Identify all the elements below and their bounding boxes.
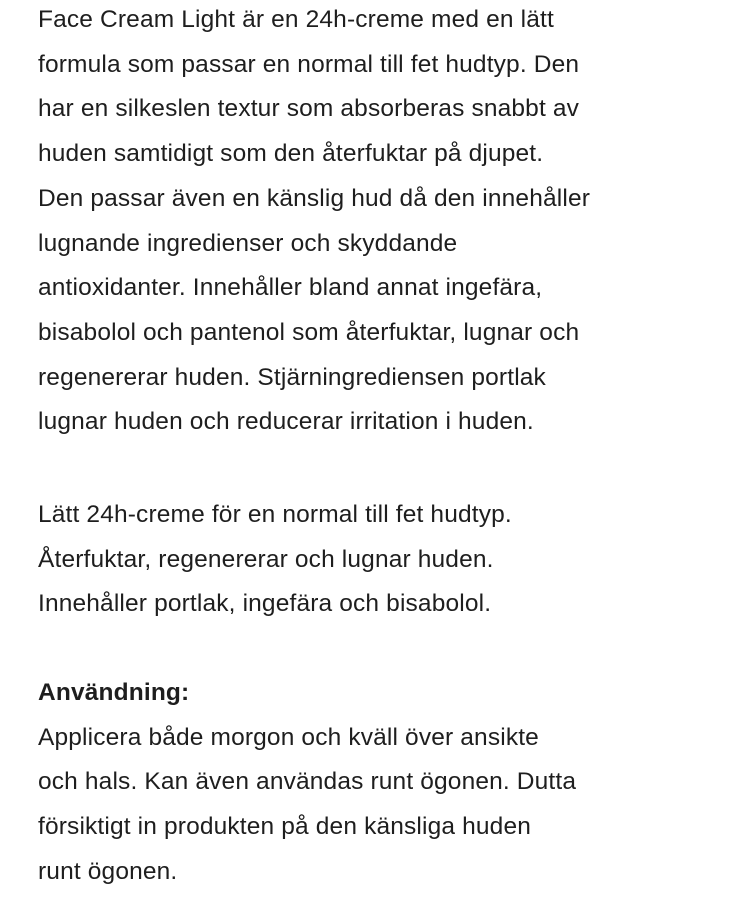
summary-line: Innehåller portlak, ingefära och bisabolol.: [38, 590, 492, 618]
description-line: antioxidanter. Innehåller bland annat ingefära,: [38, 274, 543, 302]
description-line: bisabolol och pantenol som återfuktar, lugnar och: [38, 318, 580, 346]
description-line: har en silkeslen textur som absorberas snabbt av: [38, 95, 580, 123]
usage-section: [38, 671, 576, 895]
description-line: lugnar huden och reducerar irritation i huden.: [38, 408, 534, 436]
product-summary-paragraph: [38, 493, 512, 627]
description-line: Face Cream Light är en 24h-creme med en lätt: [38, 6, 554, 33]
summary-line: Lätt 24h-creme för en normal till fet hudtyp.: [38, 501, 512, 528]
description-line: regenererar huden. Stjärningrediensen portlak: [38, 363, 546, 391]
description-line: formula som passar en normal till fet hudtyp. Den: [38, 50, 580, 78]
usage-line: försiktigt in produkten på den känsliga huden: [38, 813, 531, 841]
description-line: huden samtidigt som den återfuktar på djupet.: [38, 140, 544, 168]
usage-line: runt ögonen.: [38, 857, 178, 885]
summary-line: Återfuktar, regenererar och lugnar huden.: [38, 545, 494, 573]
usage-line: och hals. Kan även användas runt ögonen. Dutta: [38, 768, 577, 796]
description-line: lugnande ingredienser och skyddande: [38, 229, 458, 257]
product-description-paragraph: [38, 0, 590, 445]
usage-heading: Användning:: [38, 679, 190, 706]
description-line: Den passar även en känslig hud då den innehåller: [38, 184, 591, 212]
usage-line: Applicera både morgon och kväll över ansikte: [38, 723, 539, 751]
